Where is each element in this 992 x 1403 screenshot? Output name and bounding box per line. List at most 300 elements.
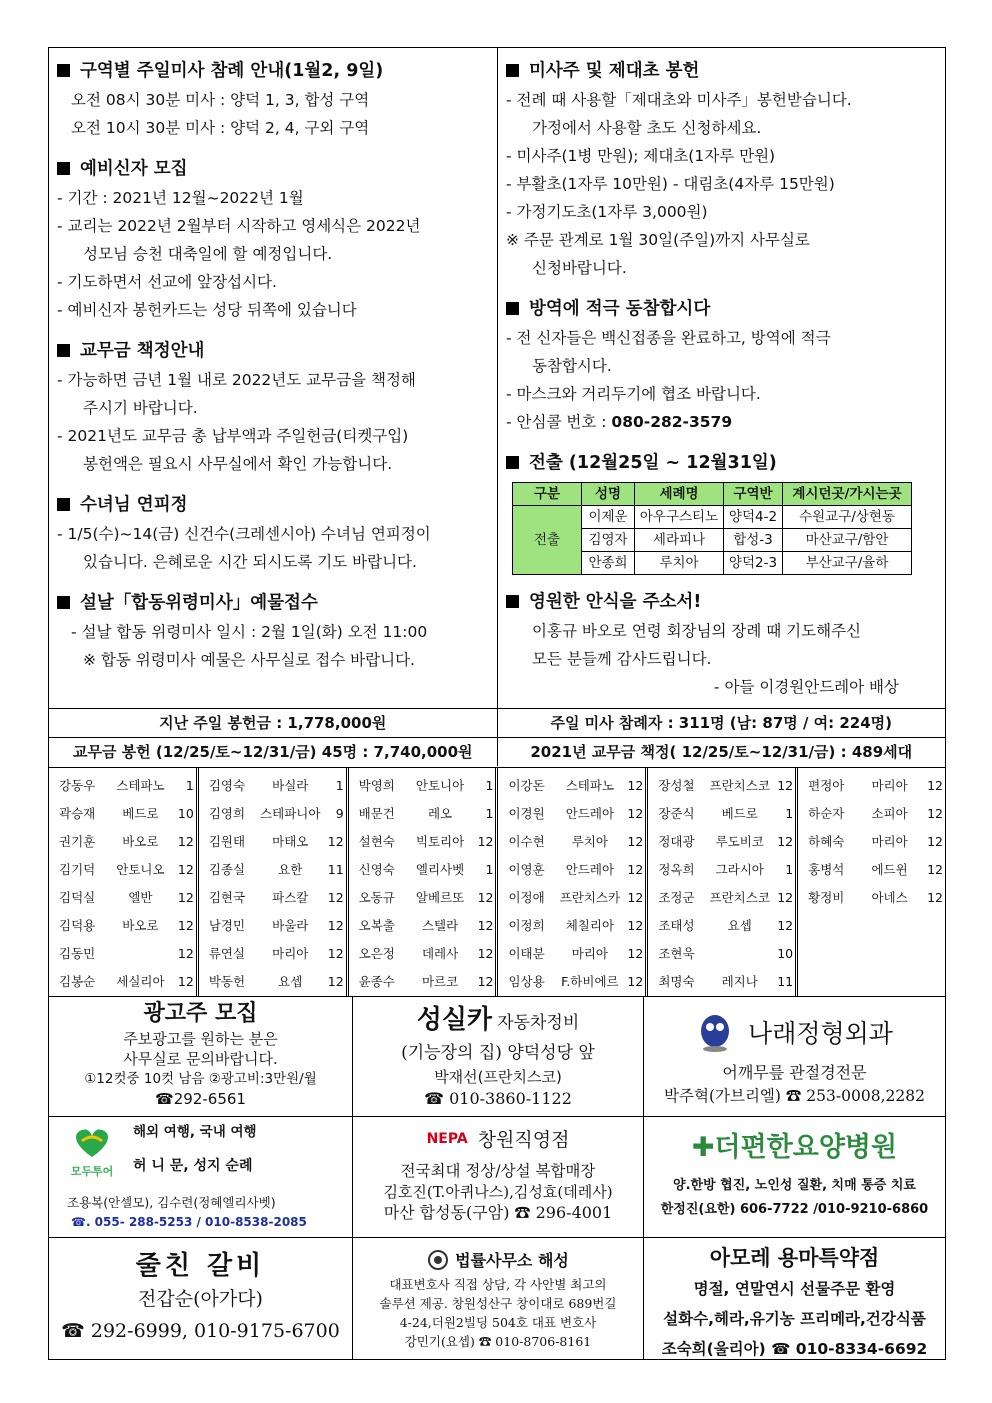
count-cell: 10 bbox=[777, 946, 794, 961]
count-cell: 12 bbox=[927, 862, 943, 877]
safe-call-phone: 080-282-3579 bbox=[611, 413, 733, 431]
list-item bbox=[508, 828, 643, 856]
name-cell: 이강돈 bbox=[508, 778, 545, 793]
list-item bbox=[808, 912, 943, 940]
list-item bbox=[59, 800, 194, 828]
column-header: 구역반 bbox=[724, 483, 783, 506]
text-line: - 교리는 2022년 2월부터 시작하고 영세식은 2022년 bbox=[57, 217, 421, 235]
count-cell: 1 bbox=[785, 862, 794, 877]
right-column bbox=[498, 48, 945, 708]
ad-title: 아모레 용마특약점 bbox=[709, 1246, 880, 1270]
name-cell: 신영숙 bbox=[358, 862, 395, 877]
names-column bbox=[498, 768, 648, 996]
table-cell: 안종희 bbox=[582, 552, 635, 575]
count-cell: 11 bbox=[327, 862, 344, 877]
signature-line: - 아들 이경원안드레아 배상 bbox=[713, 678, 899, 696]
ad-recruit bbox=[49, 997, 353, 1117]
ad-subtitle: 자동차정비 bbox=[497, 1013, 580, 1033]
list-item bbox=[209, 884, 344, 912]
name-cell: 최명숙 bbox=[658, 974, 695, 989]
list-item bbox=[359, 800, 494, 828]
count-cell: 1 bbox=[335, 778, 344, 793]
baptismal-name-cell bbox=[852, 968, 927, 996]
name-cell: 설현숙 bbox=[358, 834, 395, 849]
law-emblem-icon bbox=[427, 1249, 449, 1271]
section-candle-wine bbox=[506, 56, 939, 282]
text-line: ※ 주문 관계로 1월 30일(주일)까지 사무실로 bbox=[506, 231, 810, 249]
list-item bbox=[658, 968, 793, 996]
name-cell: 홍병석 bbox=[808, 862, 845, 877]
name-cell: 장성철 bbox=[658, 778, 695, 793]
ad-phone: ☎ 010-3860-1122 bbox=[424, 1089, 572, 1108]
text-line: 동참합시다. bbox=[532, 357, 612, 375]
table-cell: 아우구스티노 bbox=[635, 506, 724, 529]
list-item bbox=[59, 968, 194, 996]
table-header-row bbox=[513, 483, 912, 506]
section-title: 영원한 안식을 주소서! bbox=[529, 592, 702, 612]
ad-title: 법률사무소 해성 bbox=[455, 1251, 569, 1270]
list-item bbox=[359, 828, 494, 856]
name-cell: 이정애 bbox=[508, 890, 545, 905]
ad-phone: 조숙희(울리아) ☎ 010-8334-6692 bbox=[661, 1340, 928, 1358]
count-cell: 12 bbox=[327, 974, 344, 989]
list-item bbox=[808, 856, 943, 884]
brand-logo: NEPA bbox=[426, 1130, 468, 1147]
ad-phone: 박주혁(가브리엘) ☎ 253-0008,2282 bbox=[664, 1087, 925, 1105]
name-cell: 김영숙 bbox=[208, 778, 246, 793]
text-line: - 마스크와 거리두기에 협조 바랍니다. bbox=[506, 385, 761, 403]
baptismal-name-cell: 스텔라 bbox=[421, 918, 459, 933]
count-cell: 11 bbox=[777, 974, 794, 989]
list-item bbox=[658, 772, 793, 800]
list-item bbox=[359, 912, 494, 940]
baptismal-name-cell: 요한 bbox=[278, 862, 303, 877]
column-header: 계시던곳/가시는곳 bbox=[783, 483, 912, 506]
list-item bbox=[209, 940, 344, 968]
section-title: 전출 (12월25일 ~ 12월31일) bbox=[529, 453, 777, 473]
name-cell: 김덕용 bbox=[59, 918, 96, 933]
ad-title: 더편한요양병원 bbox=[714, 1132, 898, 1163]
count-cell: 12 bbox=[327, 890, 344, 905]
list-item bbox=[508, 772, 643, 800]
count-cell: 12 bbox=[777, 918, 794, 933]
name-cell: 박동헌 bbox=[208, 974, 246, 989]
list-item bbox=[658, 856, 793, 884]
count-cell: 12 bbox=[477, 974, 494, 989]
text-line: 이홍규 바오로 연령 회장님의 장례 때 기도해주신 bbox=[532, 622, 862, 640]
ad-phone: ☎. 055- 288-5253 / 010-8538-2085 bbox=[71, 1215, 307, 1229]
ad-phone: ☎ 292-6999, 010-9175-6700 bbox=[61, 1320, 340, 1342]
ad-text: 김호진(T.아퀴나스),김성효(데레사) bbox=[383, 1183, 613, 1201]
name-cell: 배문건 bbox=[358, 806, 395, 821]
baptismal-name-cell: 마리아 bbox=[272, 946, 309, 961]
name-cell: 김기덕 bbox=[59, 862, 96, 877]
list-item bbox=[508, 968, 643, 996]
table-row bbox=[513, 506, 912, 529]
ad-text: 설화수,헤라,유기농 프리메라,건강식품 bbox=[663, 1310, 926, 1328]
name-cell: 이정희 bbox=[508, 918, 545, 933]
names-column bbox=[199, 768, 349, 996]
baptismal-name-cell: 바오로 bbox=[122, 918, 159, 933]
list-item bbox=[658, 884, 793, 912]
name-cell: 김영희 bbox=[208, 806, 246, 821]
text-line: - 부활초(1자루 10만원) - 대림초(4자루 15만원) bbox=[506, 175, 835, 193]
ad-text: 어깨무릎 관절경전문 bbox=[722, 1063, 867, 1082]
count-cell: 12 bbox=[927, 890, 943, 905]
name-cell: 김종실 bbox=[208, 862, 246, 877]
baptismal-name-cell: 마리아 bbox=[871, 778, 908, 793]
text-line: 오전 10시 30분 미사 : 양덕 2, 4, 구외 구역 bbox=[71, 119, 370, 137]
ad-text: 솔루션 제공. 창원성산구 창이대로 689번길 bbox=[379, 1296, 617, 1311]
count-cell: 12 bbox=[627, 806, 644, 821]
count-cell: 9 bbox=[335, 806, 344, 821]
ad-title: 성실카 bbox=[416, 1005, 493, 1035]
ad-travel bbox=[49, 1117, 353, 1238]
list-item bbox=[209, 968, 344, 996]
baptismal-name-cell: 마태오 bbox=[272, 834, 309, 849]
ad-text: 해외 여행, 국내 여행 bbox=[133, 1124, 257, 1140]
section-catechumen bbox=[57, 154, 491, 324]
baptismal-name-cell bbox=[852, 912, 927, 940]
name-cell: 김동민 bbox=[59, 946, 96, 961]
text-line: - 전례 때 사용할「제대초와 미사주」봉헌받습니다. bbox=[506, 91, 852, 109]
name-cell: 장준식 bbox=[658, 806, 695, 821]
count-cell bbox=[927, 912, 943, 940]
baptismal-name-cell: 루치아 bbox=[571, 834, 609, 849]
list-item bbox=[658, 800, 793, 828]
section-title: 미사주 및 제대초 봉헌 bbox=[529, 61, 700, 81]
count-cell: 12 bbox=[627, 834, 644, 849]
list-item bbox=[59, 828, 194, 856]
count-cell: 1 bbox=[485, 862, 494, 877]
list-item bbox=[359, 968, 494, 996]
names-column bbox=[49, 768, 199, 996]
text-line: - 기도하면서 선교에 앞장섭시다. bbox=[57, 273, 277, 291]
count-cell: 12 bbox=[777, 834, 794, 849]
name-cell: 김현국 bbox=[208, 890, 246, 905]
tithe-offering: 교무금 봉헌 (12/25/토~12/31/금) 45명 : 7,740,000원 bbox=[49, 738, 498, 766]
baptismal-name-cell: 마리아 bbox=[871, 834, 908, 849]
count-cell: 12 bbox=[327, 918, 344, 933]
baptismal-name-cell bbox=[852, 940, 927, 968]
name-cell: 오동규 bbox=[358, 890, 395, 905]
text-line: - 2021년도 교무금 총 납부액과 주일헌금(티켓구입) bbox=[57, 427, 409, 445]
text-line: 오전 08시 30분 미사 : 양덕 1, 3, 합성 구역 bbox=[71, 91, 370, 109]
count-cell: 12 bbox=[627, 890, 644, 905]
square-bullet-icon bbox=[506, 456, 519, 469]
baptismal-name-cell: 루도비코 bbox=[715, 834, 764, 849]
table-cell: 합성-3 bbox=[724, 529, 783, 552]
ad-hospital bbox=[644, 1117, 945, 1238]
heart-logo-icon bbox=[70, 1127, 114, 1159]
baptismal-name-cell: F.하비에르 bbox=[561, 974, 619, 989]
name-cell: 하순자 bbox=[808, 806, 845, 821]
text-line: - 기간 : 2021년 12월~2022년 1월 bbox=[57, 189, 304, 207]
table-cell: 양덕4-2 bbox=[724, 506, 783, 529]
baptismal-name-cell: 레지나 bbox=[721, 974, 758, 989]
section-title: 교무금 책정안내 bbox=[80, 341, 205, 361]
baptismal-name-cell: 프란치스코 bbox=[709, 890, 770, 905]
section-title: 예비신자 모집 bbox=[80, 159, 188, 179]
list-item bbox=[508, 912, 643, 940]
ad-text: 4-24,더원2빌딩 504호 대표 변호사 bbox=[399, 1315, 597, 1330]
baptismal-name-cell bbox=[702, 940, 777, 968]
baptismal-name-cell: 알베르또 bbox=[415, 890, 465, 905]
ad-text: (기능장의 집) 양덕성당 앞 bbox=[401, 1043, 595, 1063]
section-rest-in-peace bbox=[506, 587, 939, 701]
list-item bbox=[359, 940, 494, 968]
last-week-offering: 지난 주일 봉헌금 : 1,778,000원 bbox=[49, 709, 498, 737]
section-tithe-guide bbox=[57, 336, 491, 478]
ad-title: 창원직영점 bbox=[477, 1129, 570, 1151]
baptismal-name-cell: 프란치스카 bbox=[559, 890, 621, 905]
square-bullet-icon bbox=[57, 498, 70, 511]
name-cell: 이영훈 bbox=[508, 862, 545, 877]
list-item bbox=[658, 828, 793, 856]
baptismal-name-cell: 세실리아 bbox=[116, 974, 165, 989]
count-cell: 1 bbox=[785, 806, 794, 821]
section-memorial-mass bbox=[57, 588, 491, 674]
name-cell: 정대광 bbox=[658, 834, 695, 849]
ad-phone: 한정진(요한) 606-7722 /010-9210-6860 bbox=[660, 1202, 929, 1217]
text-line: 가정에서 사용할 초도 신청하세요. bbox=[532, 119, 762, 137]
count-cell: 12 bbox=[177, 890, 194, 905]
column-header: 세례명 bbox=[635, 483, 724, 506]
ad-text: ①12컷중 10컷 남음 ②광고비:3만원/월 bbox=[84, 1071, 317, 1087]
table-cell: 수원교구/상현동 bbox=[783, 506, 912, 529]
baptismal-name-cell: 마리아 bbox=[571, 946, 609, 961]
baptismal-name-cell: 마르코 bbox=[421, 974, 459, 989]
count-cell: 12 bbox=[927, 806, 943, 821]
baptismal-name-cell: 소피아 bbox=[871, 806, 908, 821]
ad-text: 양.한방 협진, 노인성 질환, 치매 통증 치료 bbox=[673, 1178, 916, 1193]
count-cell: 12 bbox=[627, 862, 644, 877]
name-cell: 남경민 bbox=[208, 918, 246, 933]
text-line: 신청바랍니다. bbox=[532, 259, 627, 277]
list-item bbox=[508, 856, 643, 884]
mass-attendance: 주일 미사 참례자 : 311명 (남: 87명 / 여: 224명) bbox=[550, 714, 893, 732]
count-cell: 12 bbox=[777, 778, 794, 793]
count-cell: 12 bbox=[927, 834, 943, 849]
name-cell bbox=[808, 912, 852, 940]
name-cell: 이수현 bbox=[508, 834, 545, 849]
ad-text: 전국최대 정상/상설 복합매장 bbox=[400, 1162, 596, 1180]
text-line: 주시기 바랍니다. bbox=[83, 399, 198, 417]
ad-amore bbox=[644, 1238, 945, 1359]
count-cell: 1 bbox=[485, 806, 494, 821]
count-cell: 12 bbox=[627, 974, 644, 989]
text-line: 봉헌액은 필요시 사무실에서 확인 가능합니다. bbox=[83, 455, 393, 473]
ads-grid bbox=[49, 996, 945, 1359]
baptismal-name-cell: 레오 bbox=[427, 806, 453, 821]
section-transfer-out bbox=[506, 448, 939, 575]
list-item bbox=[59, 856, 194, 884]
list-item bbox=[808, 884, 943, 912]
ad-text: 허 니 문, 성지 순례 bbox=[133, 1158, 253, 1174]
ad-title: 나래정형외과 bbox=[748, 1019, 893, 1048]
ad-text: 박재선(프란치스코) bbox=[434, 1068, 562, 1086]
section-mass-schedule bbox=[57, 56, 491, 142]
name-cell: 정옥희 bbox=[658, 862, 695, 877]
count-cell: 12 bbox=[477, 918, 494, 933]
list-item bbox=[209, 772, 344, 800]
ad-phone: 마산 합성동(구암) ☎ 296-4001 bbox=[383, 1203, 613, 1222]
baptismal-name-cell: 안토니오 bbox=[116, 862, 165, 877]
mascot-icon bbox=[696, 1011, 734, 1053]
name-cell bbox=[808, 968, 852, 996]
count-cell: 12 bbox=[627, 778, 644, 793]
table-cell: 마산교구/함안 bbox=[783, 529, 912, 552]
text-line: - 1/5(수)~14(금) 신건수(크레센시아) 수녀님 연피정이 bbox=[57, 525, 431, 543]
ad-phone: 강민기(요셉) ☎ 010-8706-8161 bbox=[404, 1334, 592, 1349]
count-cell: 12 bbox=[477, 890, 494, 905]
table-cell: 루치아 bbox=[635, 552, 724, 575]
name-cell: 이태분 bbox=[508, 946, 545, 961]
count-cell: 12 bbox=[927, 778, 943, 793]
summary-row-offering bbox=[49, 708, 945, 737]
name-cell: 곽승재 bbox=[59, 806, 96, 821]
list-item bbox=[359, 856, 494, 884]
baptismal-name-cell: 엘반 bbox=[128, 890, 153, 905]
text-line: 있습니다. 은혜로운 시간 되시도록 기도 바랍니다. bbox=[83, 553, 417, 571]
text-line: - 전 신자들은 백신접종을 완료하고, 방역에 적극 bbox=[506, 329, 831, 347]
tithe-assessment: 2021년 교무금 책정( 12/25/토~12/31/금) : 489세대 bbox=[530, 743, 913, 761]
ad-text: 전갑순(아가다) bbox=[138, 1288, 263, 1310]
ad-galbi bbox=[49, 1238, 353, 1359]
name-cell: 조태성 bbox=[658, 918, 695, 933]
list-item bbox=[209, 856, 344, 884]
section-title: 구역별 주일미사 참례 안내(1월2, 9일) bbox=[80, 61, 384, 81]
list-item bbox=[808, 968, 943, 996]
baptismal-name-cell: 스테파노 bbox=[116, 778, 165, 793]
square-bullet-icon bbox=[57, 162, 70, 175]
square-bullet-icon bbox=[506, 64, 519, 77]
tithe-names-grid bbox=[49, 767, 945, 996]
count-cell: 12 bbox=[777, 890, 794, 905]
baptismal-name-cell: 엘리사벳 bbox=[415, 862, 465, 877]
brand-name: 모두투어 bbox=[70, 1165, 114, 1178]
table-cell: 세라피나 bbox=[635, 529, 724, 552]
count-cell: 10 bbox=[177, 806, 194, 821]
square-bullet-icon bbox=[57, 344, 70, 357]
list-item bbox=[808, 772, 943, 800]
category-cell: 전출 bbox=[513, 506, 582, 575]
list-item bbox=[808, 828, 943, 856]
name-cell: 김덕실 bbox=[59, 890, 96, 905]
names-column bbox=[349, 768, 499, 996]
text-line: - 안심콜 번호 : bbox=[506, 413, 607, 431]
baptismal-name-cell: 안토니아 bbox=[415, 778, 465, 793]
ad-text: 대표변호사 직접 상담, 각 사안별 최고의 bbox=[389, 1277, 607, 1292]
baptismal-name-cell: 스테파노 bbox=[565, 778, 615, 793]
ad-nepa bbox=[353, 1117, 644, 1238]
ad-orthopedics bbox=[644, 997, 945, 1117]
square-bullet-icon bbox=[506, 302, 519, 315]
baptismal-name-cell: 빅토리아 bbox=[415, 834, 465, 849]
list-item bbox=[59, 772, 194, 800]
list-item bbox=[359, 884, 494, 912]
count-cell bbox=[927, 968, 943, 996]
names-column bbox=[798, 768, 945, 996]
list-item bbox=[508, 884, 643, 912]
list-item bbox=[209, 800, 344, 828]
table-cell: 양덕2-3 bbox=[724, 552, 783, 575]
name-cell bbox=[808, 940, 852, 968]
count-cell: 12 bbox=[177, 834, 194, 849]
count-cell: 12 bbox=[627, 918, 644, 933]
count-cell: 12 bbox=[477, 834, 494, 849]
name-cell: 권기훈 bbox=[59, 834, 96, 849]
name-cell: 오복출 bbox=[358, 918, 395, 933]
text-line: ※ 합동 위령미사 예물은 사무실로 접수 바랍니다. bbox=[83, 651, 415, 669]
square-bullet-icon bbox=[57, 64, 70, 77]
name-cell: 김원태 bbox=[208, 834, 246, 849]
baptismal-name-cell: 에드윈 bbox=[871, 862, 908, 877]
ad-car-repair bbox=[353, 997, 644, 1117]
baptismal-name-cell: 프란치스코 bbox=[709, 778, 770, 793]
baptismal-name-cell: 아네스 bbox=[871, 890, 908, 905]
section-retreat bbox=[57, 490, 491, 576]
name-cell: 조현욱 bbox=[658, 946, 695, 961]
count-cell: 12 bbox=[627, 946, 644, 961]
section-title: 수녀님 연피정 bbox=[80, 495, 188, 515]
cross-icon: ✚ bbox=[691, 1132, 715, 1163]
names-column bbox=[648, 768, 798, 996]
count-cell: 12 bbox=[177, 974, 194, 989]
baptismal-name-cell: 바울라 bbox=[272, 918, 309, 933]
count-cell: 12 bbox=[477, 946, 494, 961]
column-header: 구분 bbox=[513, 483, 582, 506]
baptismal-name-cell: 요셉 bbox=[278, 974, 303, 989]
baptismal-name-cell: 안드레아 bbox=[565, 806, 615, 821]
ad-phone: ☎292-6561 bbox=[155, 1090, 246, 1108]
name-cell: 박영희 bbox=[358, 778, 395, 793]
baptismal-name-cell: 안드레아 bbox=[565, 862, 615, 877]
ad-text: 명절, 연말연시 선물주문 환영 bbox=[693, 1280, 896, 1298]
name-cell: 황정비 bbox=[808, 890, 845, 905]
section-title: 방역에 적극 동참합시다 bbox=[529, 299, 711, 319]
section-title: 설날「합동위령미사」예물접수 bbox=[80, 593, 318, 613]
table-cell: 이제운 bbox=[582, 506, 635, 529]
list-item bbox=[508, 940, 643, 968]
text-line: 성모님 승천 대축일에 할 예정입니다. bbox=[83, 245, 333, 263]
ad-law-office bbox=[353, 1238, 644, 1359]
list-item bbox=[808, 800, 943, 828]
list-item bbox=[209, 912, 344, 940]
name-cell: 이경원 bbox=[508, 806, 545, 821]
summary-row-tithe bbox=[49, 737, 945, 766]
baptismal-name-cell: 베드로 bbox=[122, 806, 159, 821]
list-item bbox=[59, 912, 194, 940]
square-bullet-icon bbox=[57, 596, 70, 609]
name-cell: 김봉순 bbox=[59, 974, 96, 989]
ad-text: 조용복(안셀모), 김수련(정혜엘리사벳) bbox=[67, 1195, 276, 1210]
list-item bbox=[808, 940, 943, 968]
name-cell: 조정군 bbox=[658, 890, 695, 905]
ad-text: 사무실로 문의바랍니다. bbox=[123, 1050, 278, 1068]
name-cell: 류연실 bbox=[208, 946, 246, 961]
baptismal-name-cell: 스테파니아 bbox=[260, 806, 321, 821]
section-quarantine bbox=[506, 294, 939, 436]
list-item bbox=[359, 772, 494, 800]
baptismal-name-cell bbox=[103, 940, 178, 968]
list-item bbox=[209, 828, 344, 856]
text-line: - 가능하면 금년 1월 내로 2022년도 교무금을 책정해 bbox=[57, 371, 416, 389]
name-cell: 강동우 bbox=[59, 778, 96, 793]
count-cell: 12 bbox=[327, 946, 344, 961]
ad-title: 줄친 갈비 bbox=[135, 1251, 266, 1281]
baptismal-name-cell: 파스칼 bbox=[272, 890, 309, 905]
